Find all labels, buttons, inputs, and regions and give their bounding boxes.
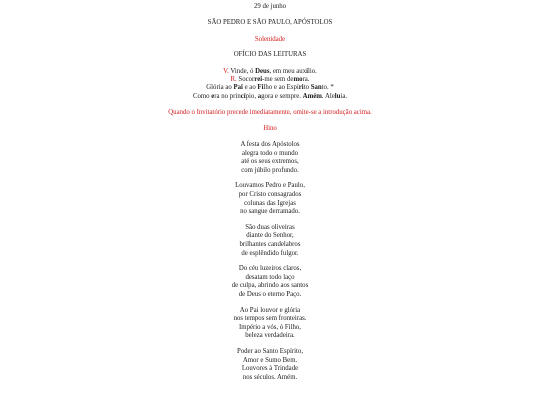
text-segment: ra. bbox=[302, 76, 310, 84]
text-segment: ia. bbox=[340, 92, 348, 100]
hymn-verse-line: desatam todo laço bbox=[245, 273, 295, 281]
text-segment: , em meu aux bbox=[269, 67, 307, 75]
text-segment: ra no prin bbox=[214, 92, 241, 100]
hymn-verse-line: brilhantes candelabros bbox=[239, 241, 301, 248]
text-segment: lio. bbox=[308, 67, 317, 75]
hymn-verse-line: A festa dos Apóstolos bbox=[240, 141, 300, 149]
hymn-stanza bbox=[0, 224, 540, 258]
text-segment: gora e sempre. bbox=[261, 92, 303, 100]
versicle-line bbox=[0, 68, 540, 76]
hymn-verse-line: por Cristo consagrados bbox=[238, 191, 302, 199]
hymn-verse-line: com júbilo profundo. bbox=[241, 166, 299, 174]
response-text bbox=[237, 76, 310, 83]
versicle-marker: V. bbox=[223, 67, 229, 75]
accent-syllable: a bbox=[257, 92, 262, 100]
office-title: OFÍCIO DAS LEITURAS bbox=[233, 51, 307, 59]
hymn-verse-line: diante do Senhor, bbox=[246, 232, 294, 240]
hymn-verse-line: nos tempos sem fronteiras. bbox=[233, 315, 307, 323]
gloria-line-1 bbox=[0, 84, 540, 92]
hymn-verse-line: Poder ao Santo Espírito, bbox=[236, 347, 304, 355]
accent-syllable: Pai bbox=[233, 84, 243, 92]
accent-syllable: mo bbox=[293, 76, 303, 84]
hymn-verse-line: Louvores à Trindade bbox=[241, 365, 299, 373]
accent-syllable: Fi bbox=[257, 84, 264, 92]
text-segment: pio, bbox=[245, 92, 258, 100]
hymn-stanza bbox=[0, 307, 540, 341]
solemnity-label: Solenidade bbox=[254, 35, 286, 43]
hymn-verse-line: Louvamos Pedro e Paulo, bbox=[235, 182, 305, 190]
text-segment: lho e ao Espí bbox=[263, 84, 299, 92]
hymn-verse-line: São duas oliveiras bbox=[245, 223, 295, 231]
hymn-verse-line: Amor e Sumo Bem. bbox=[242, 356, 298, 364]
text-segment: Vinde, ó bbox=[228, 67, 256, 75]
text-segment: e ao bbox=[242, 84, 258, 92]
text-segment: Socor bbox=[236, 76, 255, 84]
text-segment: -me sem de bbox=[262, 76, 294, 84]
hymn-verse-line: no sangue derramado. bbox=[240, 208, 300, 216]
response-marker: R. bbox=[230, 76, 237, 84]
hymn-verse-line: Império a vós, ó Filho, bbox=[239, 323, 301, 331]
hymn-verse-line: alegra todo o mundo bbox=[241, 149, 299, 157]
hymn-verse-line: até os seus extremos, bbox=[241, 158, 299, 166]
hymn-verse-line: colunas das Igrejas bbox=[244, 199, 296, 207]
hymn-verse-line: de Deus o eterno Paço. bbox=[238, 290, 302, 298]
text-segment: to. * bbox=[321, 84, 334, 92]
gloria-line-2 bbox=[0, 93, 540, 101]
hymn-stanzas bbox=[0, 141, 540, 382]
hymn-stanza bbox=[0, 141, 540, 175]
hymn-stanza bbox=[0, 265, 540, 299]
accent-syllable: San bbox=[310, 84, 322, 92]
hymn-verse-line: de esplêndido fulgor. bbox=[241, 249, 299, 257]
hymn-verse-line: Ao Pai louvor e glória bbox=[239, 306, 301, 314]
hymn-verse-line: Do céu luzeiros claros, bbox=[238, 265, 302, 273]
hymn-stanza bbox=[0, 182, 540, 216]
accent-syllable: í bbox=[306, 67, 308, 75]
hymn-verse-line: de culpa, abrindo aos santos bbox=[231, 282, 309, 290]
hymn-stanza bbox=[0, 348, 540, 382]
text-segment: . Ale bbox=[321, 92, 335, 100]
accent-syllable: ri bbox=[298, 84, 304, 92]
accent-syllable: e bbox=[211, 92, 215, 100]
accent-syllable: Amém bbox=[302, 92, 322, 100]
versicle-text bbox=[229, 68, 317, 75]
introduction-block bbox=[0, 68, 540, 102]
feast-date: 29 de junho bbox=[253, 3, 287, 10]
accent-syllable: lu bbox=[334, 92, 341, 100]
hymn-verse-line: beleza verdadeira. bbox=[245, 332, 295, 340]
accent-syllable: Deus bbox=[255, 67, 270, 75]
accent-syllable: rei bbox=[254, 76, 263, 84]
feast-title: SÃO PEDRO E SÃO PAULO, APÓSTOLOS bbox=[207, 19, 333, 27]
accent-syllable: cí bbox=[240, 92, 246, 100]
rubric-note: Quando o Invitatório precede imediatamente, omite-se a introdução acima. bbox=[168, 109, 372, 117]
text-segment: Glória ao bbox=[206, 84, 234, 92]
hymn-verse-line: nos séculos. Amém. bbox=[242, 373, 298, 381]
text-segment: to bbox=[303, 84, 311, 92]
response-line bbox=[0, 76, 540, 84]
hymn-label: Hino bbox=[263, 124, 277, 132]
text-segment: Como bbox=[192, 92, 212, 100]
